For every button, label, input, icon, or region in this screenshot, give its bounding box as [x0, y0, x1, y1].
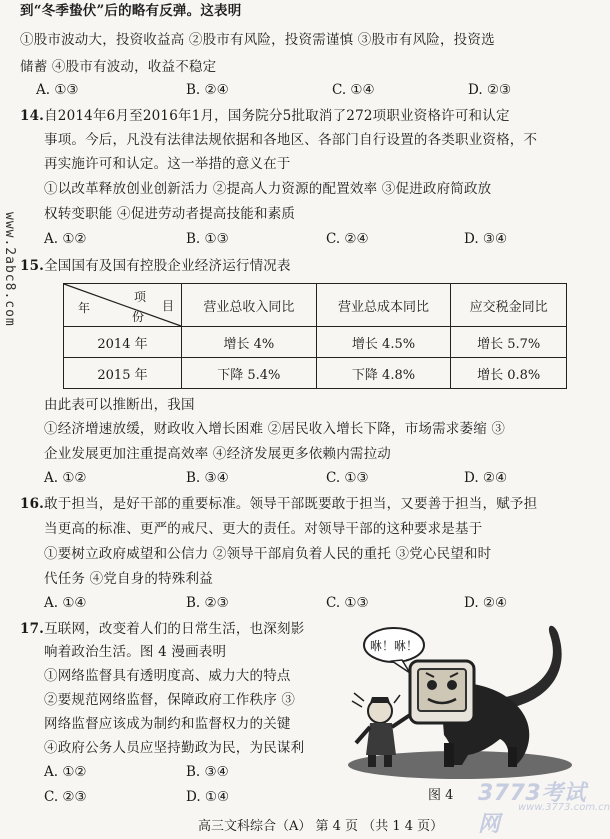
dog-eye	[427, 680, 437, 690]
q14-option-b: B. ①③	[186, 231, 229, 247]
official-arm	[392, 715, 410, 727]
q16-option-c: C. ①③	[326, 595, 369, 611]
q13-option-a: A. ①③	[36, 82, 79, 98]
dog-leg	[508, 747, 517, 767]
q14-option-d: D. ③④	[464, 231, 508, 247]
speech-bubble-text: 咻！咻！	[369, 639, 419, 653]
table-corner-cell	[64, 284, 182, 327]
dog-eye	[447, 680, 457, 690]
q17-stem-line1: 17.互联网，改变着人们的日常生活，也深刻影	[20, 621, 305, 637]
watermark-logo: 3773考试网	[478, 781, 587, 837]
table-cell: 增长 4.5%	[316, 327, 451, 358]
q13-stem-end: 到“冬季蛰伏”后的略有反弹。这表明	[20, 3, 242, 19]
dog-leg	[444, 743, 454, 767]
q17-number: 17.	[20, 621, 45, 637]
table-cell: 下降 5.4%	[182, 358, 317, 389]
table-col-header: 营业总成本同比	[316, 284, 451, 327]
q16-stem-line2: 当更高的标准、更严的戒尺、更大的责任。对领导干部的这种要求是基于	[44, 521, 483, 537]
q16-option-b: B. ②③	[186, 595, 229, 611]
official-leg	[368, 755, 376, 767]
q16-statements-line2: 代任务 ④党自身的特殊利益	[44, 571, 213, 587]
q14-stem-line1: 14.自2014年6月至2016年1月，国务院分5批取消了272项职业资格许可和认定	[20, 108, 510, 124]
figure-label: 图 4	[428, 788, 454, 803]
table-row	[64, 327, 567, 358]
side-watermark-url: www.2abc8.com	[2, 212, 17, 327]
table-header-row	[64, 284, 567, 327]
table-row-year: 2014 年	[64, 327, 182, 358]
q15-title-line	[20, 257, 291, 275]
speech-bubble-tail	[392, 660, 410, 673]
q13-option-d: D. ②③	[468, 82, 512, 98]
q17-option-b: B. ③④	[186, 764, 229, 780]
table-row	[64, 358, 567, 389]
q15-option-c: C. ①③	[326, 470, 369, 486]
q14-statements-line1: ①以改革释放创业创新活力 ②提高人力资源的配置效率 ③促进政府简政放	[44, 181, 492, 197]
table-col-header: 应交税金同比	[451, 284, 567, 327]
corner-fen: 份	[132, 310, 145, 324]
table-col-header: 营业总收入同比	[182, 284, 317, 327]
table-row-year: 2015 年	[64, 358, 182, 389]
q17-option-c: C. ②③	[44, 789, 87, 805]
site-watermark	[478, 776, 610, 838]
table-cell: 增长 4%	[182, 327, 317, 358]
q13-statements-line1: ①股市波动大，投资收益高 ②股市有风险，投资需谨慎 ③股市有风险，投资选	[20, 32, 495, 48]
q16-option-d: D. ②④	[464, 595, 508, 611]
cartoon-figure	[340, 615, 576, 780]
q15-table-title: 全国国有及国有控股企业经济运行情况表	[44, 258, 291, 274]
q17-option-d: D. ①④	[186, 789, 230, 805]
official-leg	[384, 755, 392, 767]
q17-statement-3: 网络监督应该成为制约和监督权力的关键	[44, 716, 291, 732]
corner-item-2: 目	[162, 299, 175, 313]
q16-statements-line1: ①要树立政府威望和公信力 ②领导干部肩负着人民的重托 ③党心民望和时	[44, 546, 492, 562]
q13-option-c: C. ①④	[332, 82, 375, 98]
corner-item-1: 项	[134, 290, 147, 304]
table-cell: 增长 0.8%	[451, 358, 567, 389]
economic-table	[63, 283, 567, 389]
q14-stem-line2: 事项。今后，凡没有法律法规依据和各地区、各部门自行设置的各类职业资格，不	[44, 132, 538, 148]
q15-option-a: A. ①②	[44, 470, 87, 486]
corner-year: 年	[78, 301, 91, 315]
q14-statements-line2: 权转变职能 ④促进劳动者提高技能和素质	[44, 206, 296, 222]
table-cell: 增长 5.7%	[451, 327, 567, 358]
page-footer: 高三文科综合（A） 第 4 页 （共 1 4 页）	[198, 819, 444, 834]
q13-option-b: B. ②④	[186, 82, 229, 98]
q17-statement-4: ④政府公务人员应坚持勤政为民，为民谋利	[44, 740, 305, 756]
q16-option-a: A. ①④	[44, 595, 87, 611]
q17-stem-line2: 响着政治生活。图 4 漫画表明	[44, 644, 227, 660]
monitor-screen	[418, 669, 466, 711]
q16-number: 16.	[20, 496, 45, 512]
q17-option-a: A. ①②	[44, 764, 87, 780]
q15-number: 15.	[20, 258, 45, 274]
q15-stem: 由此表可以推断出，我国	[44, 397, 195, 413]
table-cell: 下降 4.8%	[316, 358, 451, 389]
q15-option-b: B. ③④	[186, 470, 229, 486]
watermark-url: www.3773.com.cn	[518, 802, 610, 813]
q14-option-c: C. ②④	[326, 231, 369, 247]
q15-statements-line1: ①经济增速放缓，财政收入增长困难 ②居民收入增长下降，市场需求萎缩 ③	[44, 421, 506, 437]
q15-option-d: D. ②④	[464, 470, 508, 486]
q14-option-a: A. ①②	[44, 231, 87, 247]
q14-number: 14.	[20, 108, 45, 124]
q15-statements-line2: 企业发展更加注重提高效率 ④经济发展更多依赖内需拉动	[44, 446, 391, 462]
q17-statement-1: ①网络监督具有透明度高、威力大的特点	[44, 668, 291, 684]
q17-statement-2: ②要规范网络监督，保障政府工作秩序 ③	[44, 692, 296, 708]
q16-stem-line1: 16.敢于担当，是好干部的重要标准。领导干部既要敢于担当，又要善于担当，赋予担	[20, 496, 538, 512]
q14-stem-line3: 再实施许可和认定。这一举措的意义在于	[44, 156, 291, 172]
q13-statements-line2: 储蓄 ④股市有波动，收益不稳定	[20, 59, 217, 75]
official-hat	[370, 697, 390, 703]
